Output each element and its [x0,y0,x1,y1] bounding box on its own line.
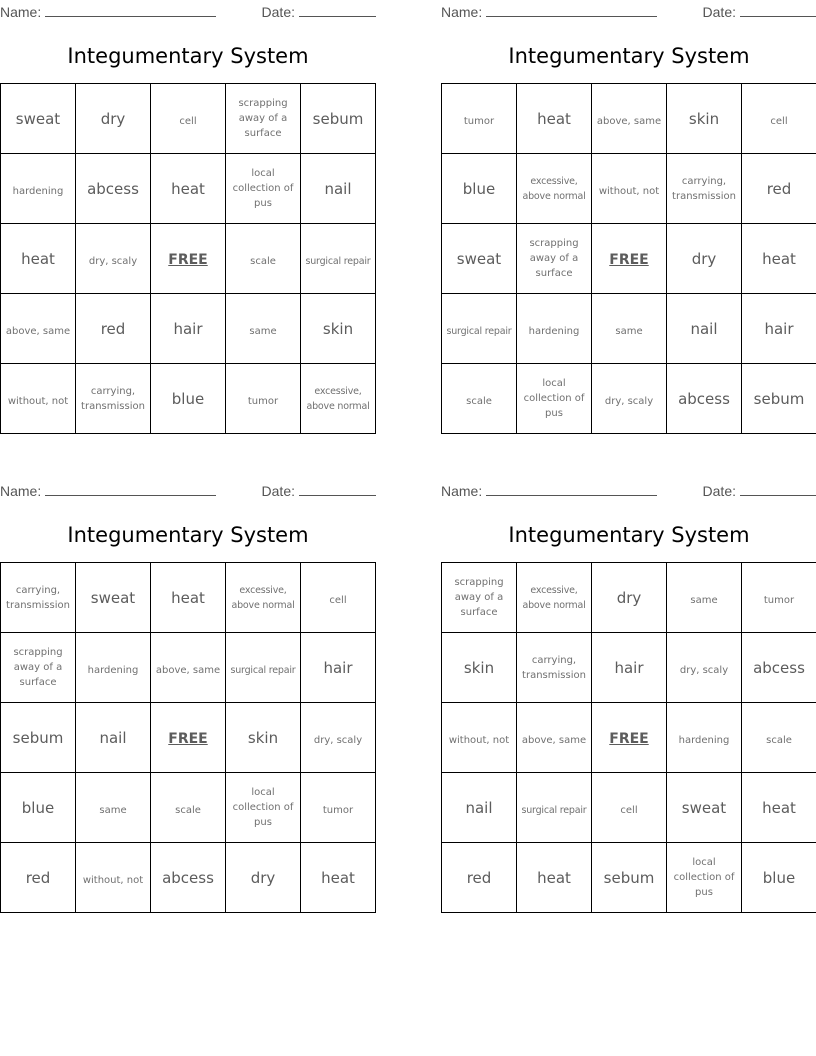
bingo-cell [742,703,816,773]
bingo-cell [226,703,301,773]
bingo-cell [76,154,151,224]
bingo-cell [301,364,376,434]
cell-text: surgical repair [521,804,587,816]
bingo-cell [517,84,592,154]
cell-text: skin [247,729,279,747]
bingo-cell [667,843,742,913]
bingo-cell [592,154,667,224]
bingo-cell [151,843,226,913]
date-label: Date: [702,483,736,499]
cell-text: hair [323,659,353,677]
cell-text: dry [616,589,642,607]
cell-text: scrapping away of a surface [529,238,579,279]
grid-row [1,84,376,154]
card-header [441,479,816,501]
cell-text: same [615,325,643,337]
bingo-cell [742,224,816,294]
bingo-cell [1,563,76,633]
cell-text: tumor [322,804,354,816]
bingo-grid [441,562,816,913]
cell-text: hardening [87,664,139,676]
cell-text: dry, scaly [679,664,729,676]
bingo-cell [226,563,301,633]
bingo-cell [151,773,226,843]
bingo-cell [517,364,592,434]
cell-text: excessive, above normal [522,175,586,202]
cell-text: hardening [12,185,64,197]
cell-text: red [766,180,792,198]
bingo-cell [742,773,816,843]
bingo-cell [442,224,517,294]
cell-text: red [100,320,126,338]
cell-text: scrapping away of a surface [13,647,63,688]
bingo-cell [667,294,742,364]
bingo-cell [517,294,592,364]
cell-text: sebum [603,869,655,887]
cell-text: nail [99,729,127,747]
cell-text: blue [21,799,55,817]
bingo-cell [76,224,151,294]
bingo-cell [742,84,816,154]
cell-text: sebum [312,110,364,128]
cell-text: above, same [155,664,221,676]
cell-text: hair [764,320,794,338]
bingo-cell [592,294,667,364]
bingo-cell [517,154,592,224]
bingo-cell [76,703,151,773]
bingo-cell [151,154,226,224]
bingo-cell [1,154,76,224]
bingo-cell [667,154,742,224]
cell-text: scale [175,804,201,816]
cell-text: hair [614,659,644,677]
bingo-cell [151,563,226,633]
cell-text: sweat [456,250,502,268]
cell-text: nail [324,180,352,198]
bingo-cell [1,703,76,773]
free-space-cell [592,703,667,773]
bingo-cell [226,773,301,843]
cell-text: without, not [598,185,660,197]
bingo-cell [592,773,667,843]
cell-text: FREE [609,731,649,747]
cell-text: local collection of pus [232,168,294,209]
date-field [703,2,816,20]
grid-row [442,703,816,773]
date-field [262,2,376,20]
card-header [441,0,816,22]
cell-text: skin [463,659,495,677]
bingo-cell [226,224,301,294]
name-field [0,2,216,20]
name-blank-line [45,481,216,496]
grid-row [1,294,376,364]
bingo-cell [667,563,742,633]
cell-text: surgical repair [230,664,296,676]
bingo-cell [517,563,592,633]
bingo-cell [742,364,816,434]
cell-text: sebum [753,390,805,408]
cell-text: red [25,869,51,887]
bingo-cell [442,633,517,703]
cell-text: tumor [463,115,495,127]
cell-text: abcess [87,180,139,198]
cell-text: above, same [521,734,587,746]
bingo-cell [667,633,742,703]
bingo-cell [442,84,517,154]
grid-row [442,154,816,224]
bingo-cell [1,294,76,364]
bingo-cell [667,224,742,294]
date-label: Date: [261,483,295,499]
cell-text: blue [462,180,496,198]
card-title: Integumentary System [508,44,750,68]
cell-text: skin [688,110,720,128]
bingo-cell [742,294,816,364]
bingo-cell [301,843,376,913]
cell-text: FREE [168,252,208,268]
cell-text: excessive, above normal [306,385,370,412]
bingo-cell [742,843,816,913]
name-label: Name: [441,4,483,20]
cell-text: tumor [247,395,279,407]
bingo-cell [742,154,816,224]
grid-row [1,703,376,773]
card-title: Integumentary System [67,44,309,68]
cell-text: excessive, above normal [231,584,295,611]
bingo-cell [301,84,376,154]
card-header [0,479,376,501]
name-field [441,481,657,499]
grid-row [442,633,816,703]
free-space-cell [151,224,226,294]
cell-text: without, not [82,874,144,886]
cell-text: cell [179,115,197,127]
bingo-cell [76,294,151,364]
cell-text: same [690,594,718,606]
bingo-cell [226,84,301,154]
bingo-cell [301,154,376,224]
bingo-cell [517,633,592,703]
cell-text: blue [171,390,205,408]
free-space-cell [151,703,226,773]
cell-text: scale [250,255,276,267]
cell-text: red [466,869,492,887]
cell-text: dry, scaly [88,255,138,267]
cell-text: heat [171,589,205,607]
name-field [441,2,657,20]
bingo-cell [76,563,151,633]
cell-text: abcess [162,869,214,887]
cell-text: heat [321,869,355,887]
cell-text: sweat [15,110,61,128]
grid-row [1,773,376,843]
cell-text: local collection of pus [232,787,294,828]
cell-text: scale [766,734,792,746]
bingo-cell [442,154,517,224]
bingo-cell [226,364,301,434]
bingo-card-1 [0,0,376,412]
cell-text: heat [537,110,571,128]
cell-text: skin [322,320,354,338]
grid-row [1,563,376,633]
cell-text: heat [762,799,796,817]
date-label: Date: [261,4,295,20]
cell-text: abcess [678,390,730,408]
grid-row [442,224,816,294]
cell-text: abcess [753,659,805,677]
bingo-cell [667,773,742,843]
bingo-cell [742,633,816,703]
bingo-cell [442,773,517,843]
cell-text: local collection of pus [673,857,735,898]
cell-text: FREE [609,252,649,268]
name-label: Name: [441,483,483,499]
date-label: Date: [702,4,736,20]
bingo-cell [301,563,376,633]
card-header [0,0,376,22]
cell-text: sweat [90,589,136,607]
grid-row [442,843,816,913]
bingo-cell [301,633,376,703]
cell-text: sweat [681,799,727,817]
grid-row [1,633,376,703]
bingo-cell [76,364,151,434]
grid-row [1,843,376,913]
bingo-grid [441,83,816,434]
bingo-cell [301,224,376,294]
name-blank-line [45,2,216,17]
cell-text: heat [171,180,205,198]
name-field [0,481,216,499]
bingo-cell [1,773,76,843]
bingo-cell [517,703,592,773]
cell-text: heat [537,869,571,887]
date-field [703,481,816,499]
date-blank-line [740,2,816,17]
cell-text: hardening [678,734,730,746]
bingo-cell [592,364,667,434]
bingo-cell [667,703,742,773]
grid-row [442,563,816,633]
bingo-cell [592,84,667,154]
date-blank-line [299,2,376,17]
bingo-cell [151,294,226,364]
bingo-cell [151,84,226,154]
bingo-cell [76,773,151,843]
bingo-cell [517,843,592,913]
bingo-cell [592,563,667,633]
grid-row [442,364,816,434]
cell-text: dry, scaly [313,734,363,746]
bingo-cell [1,633,76,703]
bingo-cell [151,633,226,703]
cell-text: sebum [12,729,64,747]
bingo-cell [592,633,667,703]
bingo-cell [742,563,816,633]
cell-text: blue [762,869,796,887]
cell-text: same [249,325,277,337]
bingo-cell [1,224,76,294]
name-blank-line [486,481,657,496]
cell-text: same [99,804,127,816]
cell-text: surgical repair [446,325,512,337]
bingo-card-4 [441,479,816,898]
bingo-cell [517,224,592,294]
bingo-cell [517,773,592,843]
cell-text: heat [21,250,55,268]
cell-text: tumor [763,594,795,606]
bingo-cell [1,84,76,154]
cell-text: dry, scaly [604,395,654,407]
bingo-cell [226,154,301,224]
bingo-cell [442,563,517,633]
bingo-cell [76,843,151,913]
cell-text: carrying, transmission [81,385,145,412]
cell-text: carrying, transmission [522,654,586,681]
cell-text: dry [250,869,276,887]
bingo-cell [301,294,376,364]
bingo-cell [301,703,376,773]
bingo-card-2 [441,0,816,419]
cell-text: nail [465,799,493,817]
bingo-cell [1,843,76,913]
cell-text: scrapping away of a surface [238,98,288,139]
cell-text: above, same [5,325,71,337]
bingo-cell [442,843,517,913]
grid-row [442,773,816,843]
date-field [262,481,376,499]
grid-row [442,294,816,364]
cell-text: cell [329,594,347,606]
bingo-cell [667,84,742,154]
card-title: Integumentary System [508,523,750,547]
cell-text: dry [100,110,126,128]
bingo-cell [226,633,301,703]
cell-text: above, same [596,115,662,127]
cell-text: carrying, transmission [672,175,736,202]
bingo-cell [76,633,151,703]
cell-text: heat [762,250,796,268]
bingo-cell [442,703,517,773]
bingo-cell [592,843,667,913]
cell-text: excessive, above normal [522,584,586,611]
name-blank-line [486,2,657,17]
bingo-grid [0,562,376,913]
bingo-cell [301,773,376,843]
cell-text: scale [466,395,492,407]
date-blank-line [740,481,816,496]
grid-row [1,364,376,434]
bingo-cell [76,84,151,154]
free-space-cell [592,224,667,294]
bingo-cell [151,364,226,434]
bingo-grid [0,83,376,434]
grid-row [442,84,816,154]
cell-text: hardening [528,325,580,337]
cell-text: cell [770,115,788,127]
bingo-card-3 [0,479,376,887]
date-blank-line [299,481,376,496]
cell-text: carrying, transmission [6,584,70,611]
bingo-cell [442,364,517,434]
name-label: Name: [0,4,42,20]
cell-text: nail [690,320,718,338]
bingo-cell [1,364,76,434]
cell-text: FREE [168,731,208,747]
cell-text: cell [620,804,638,816]
card-title: Integumentary System [67,523,309,547]
cell-text: hair [173,320,203,338]
bingo-cell [226,843,301,913]
cell-text: without, not [448,734,510,746]
bingo-cell [226,294,301,364]
name-label: Name: [0,483,42,499]
cell-text: scrapping away of a surface [454,577,504,618]
cell-text: local collection of pus [523,378,585,419]
cell-text: without, not [7,395,69,407]
bingo-cell [442,294,517,364]
bingo-cell [667,364,742,434]
grid-row [1,154,376,224]
grid-row [1,224,376,294]
cell-text: dry [691,250,717,268]
cell-text: surgical repair [305,255,371,267]
